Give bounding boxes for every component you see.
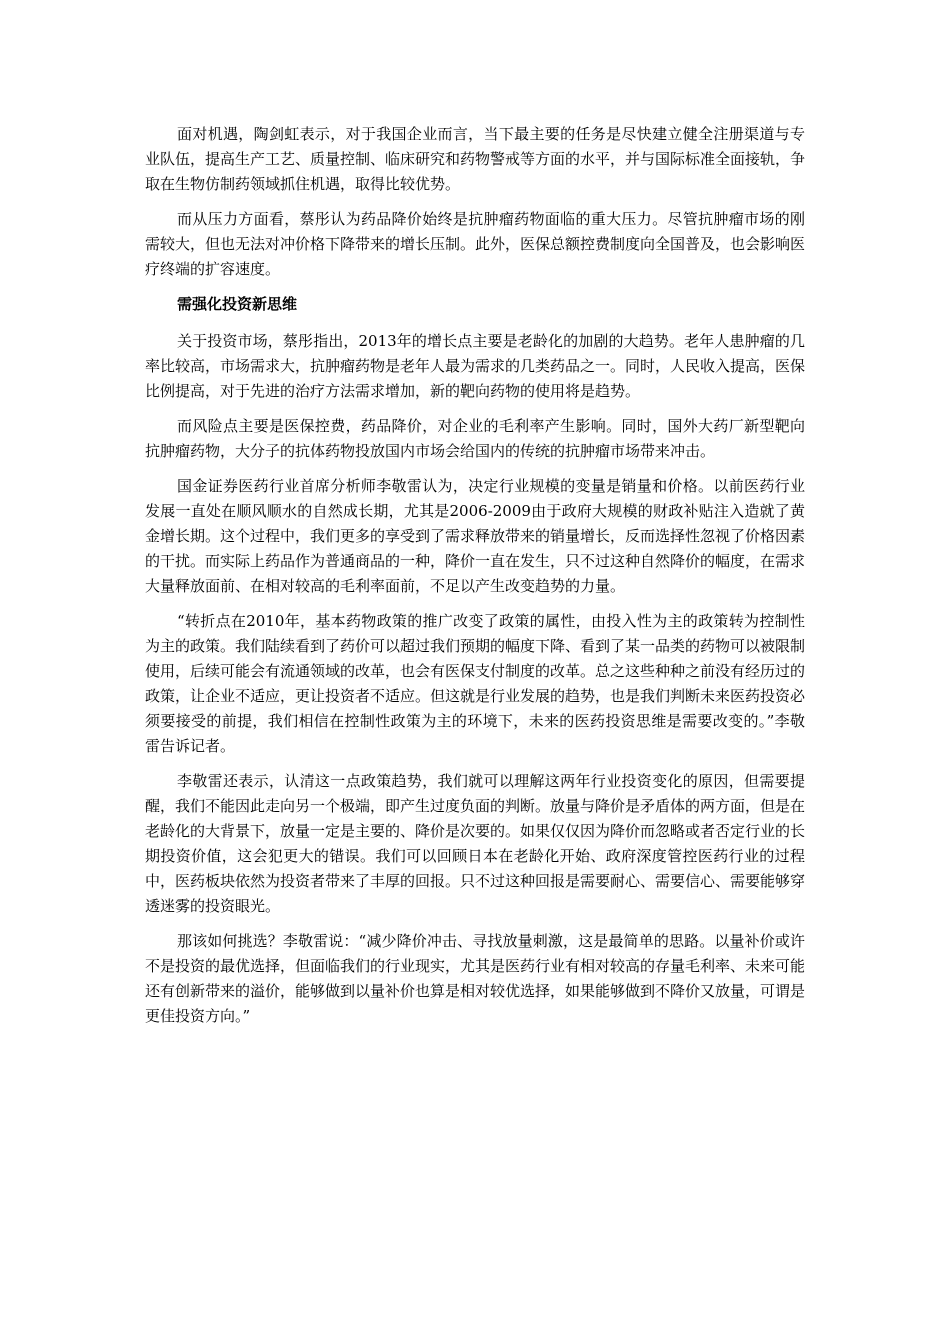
paragraph-turning-point-quote: “转折点在2010年，基本药物政策的推广改变了政策的属性，由投入性为主的政策转为控制性为主的政策。我们陆续看到了药价可以超过我们预期的幅度下降、看到了某一品类的药物可以被限制使用，后续可能会有流通领域的改革，也会有医保支付制度的改革。总之这些种种之前没有经历过的政策，让企业不适应，更让投资者不适应。但这就是行业发展的趋势，也是我们判断未来医药投资必须要接受的前提，我们相信在控制性政策为主的环境下，未来的医药投资思维是需要改变的。”李敬雷告诉记者。: [145, 612, 806, 755]
section-heading: 需强化投资新思维: [177, 295, 298, 313]
paragraph-industry-scale: 国金证券医药行业首席分析师李敬雷认为，决定行业规模的变量是销量和价格。以前医药行业发展一直处在顺风顺水的自然成长期，尤其是2006-2009由于政府大规模的财政补贴注入造就了黄金增长期。这个过程中，我们更多的享受到了需求释放带来的销量增长，反而选择性忽视了价格因素的干扰。而实际上药品作为普通商品的一种，降价一直在发生，只不过这种自然降价的幅度，在需求大量释放面前、在相对较高的毛利率面前，不足以产生改变趋势的力量。: [145, 477, 806, 595]
paragraph-policy-trend: 李敬雷还表示，认清这一点政策趋势，我们就可以理解这两年行业投资变化的原因，但需要提醒，我们不能因此走向另一个极端，即产生过度负面的判断。放量与降价是矛盾体的两方面，但是在老龄化的大背景下，放量一定是主要的、降价是次要的。如果仅仅因为降价而忽略或者否定行业的长期投资价值，这会犯更大的错误。我们可以回顾日本在老龄化开始、政府深度管控医药行业的过程中，医药板块依然为投资者带来了丰厚的回报。只不过这种回报是需要耐心、需要信心、需要能够穿透迷雾的投资眼光。: [145, 772, 806, 915]
paragraph-selection-quote: 那该如何挑选？李敬雷说：“减少降价冲击、寻找放量刺激，这是最简单的思路。以量补价或许不是投资的最优选择，但面临我们的行业现实，尤其是医药行业有相对较高的存量毛利率、未来可能还有创新带来的溢价，能够做到以量补价也算是相对较优选择，如果能够做到不降价又放量，可谓是更佳投资方向。”: [145, 932, 806, 1025]
article-body: [145, 122, 805, 1039]
paragraph-pressure: 而从压力方面看，蔡彤认为药品降价始终是抗肿瘤药物面临的重大压力。尽管抗肿瘤市场的刚需较大，但也无法对冲价格下降带来的增长压制。此外，医保总额控费制度向全国普及，也会影响医疗终端的扩容速度。: [145, 210, 806, 278]
paragraph-investment-market: 关于投资市场，蔡彤指出，2013年的增长点主要是老龄化的加剧的大趋势。老年人患肿瘤的几率比较高，市场需求大，抗肿瘤药物是老年人最为需求的几类药品之一。同时，人民收入提高，医保比例提高，对于先进的治疗方法需求增加，新的靶向药物的使用将是趋势。: [145, 332, 806, 400]
paragraph-opportunity: 面对机遇，陶剑虹表示，对于我国企业而言，当下最主要的任务是尽快建立健全注册渠道与专业队伍，提高生产工艺、质量控制、临床研究和药物警戒等方面的水平，并与国际标准全面接轨，争取在生物仿制药领域抓住机遇，取得比较优势。: [145, 125, 806, 193]
paragraph-risk: 而风险点主要是医保控费，药品降价，对企业的毛利率产生影响。同时，国外大药厂新型靶向抗肿瘤药物，大分子的抗体药物投放国内市场会给国内的传统的抗肿瘤市场带来冲击。: [145, 417, 805, 460]
